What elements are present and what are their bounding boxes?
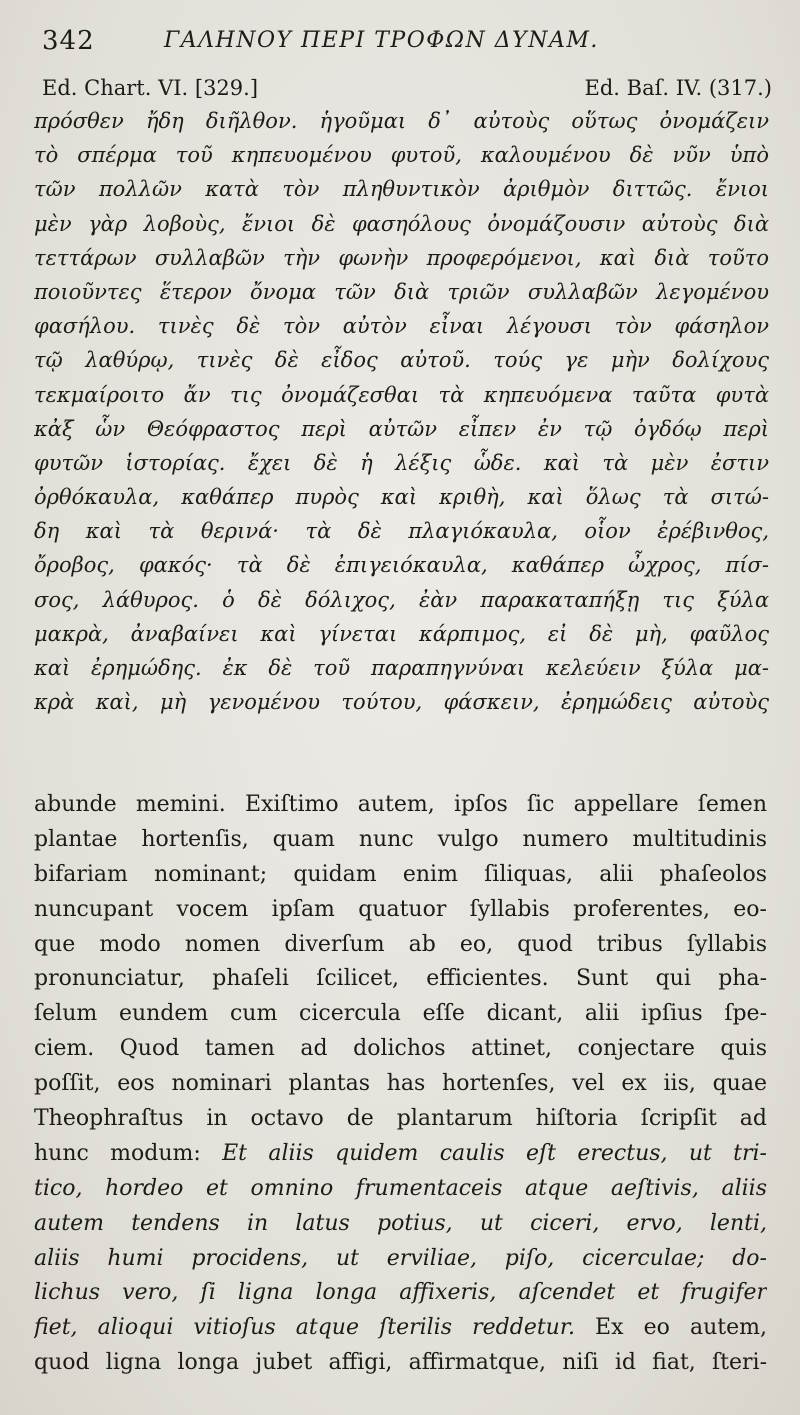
latin-text-line (34, 1242, 767, 1277)
latin-text-line (34, 893, 767, 928)
latin-text-line (34, 1032, 767, 1067)
latin-quotation-segment: fiet, alioqui vitioſus atque ſterilis reddetur. (34, 1315, 575, 1341)
latin-quotation-segment: lichus vero, ſi ligna longa affixeris, aſcendet et frugifer (34, 1280, 767, 1306)
latin-quotation-segment: autem tendens in latus potius, ut ciceri, ervo, lenti, (34, 1210, 767, 1236)
latin-text-line (34, 788, 767, 823)
greek-text-line: κρὰ καὶ, μὴ γενομένου τούτου, φάσκειν, ἐρημώδεις αὐτοὺς (34, 690, 769, 715)
latin-text-line (34, 1276, 767, 1311)
greek-text-line: τὸ σπέρμα τοῦ κηπευομένου φυτοῦ, καλουμένου δὲ νῦν ὑπὸ (34, 143, 769, 168)
latin-text-line (34, 928, 767, 963)
latin-text-line (34, 1102, 767, 1137)
greek-text-line: δη καὶ τὰ θερινά· τὰ δὲ πλαγιόκαυλα, οἷον ἐρέβινθος, (34, 519, 769, 544)
latin-text-line (34, 1207, 767, 1242)
latin-text-line (34, 1311, 767, 1346)
edition-reference-chartier: Ed. Chart. VI. [329.] (42, 76, 259, 100)
latin-text-line (34, 997, 767, 1032)
latin-text-line (34, 1346, 767, 1381)
latin-roman-segment: plantae hortenſis, quam nunc vulgo numero multitudinis (34, 826, 767, 852)
running-title: ΓΑΛΗΝΟΥ ΠΕΡΙ ΤΡΟΦΩΝ ΔΥΝΑΜ. (164, 28, 599, 53)
edition-reference-line (42, 76, 772, 106)
latin-roman-segment: ciem. Quod tamen ad dolichos attinet, conjectare quis (34, 1036, 767, 1062)
greek-text-line: μακρὰ, ἀναβαίνει καὶ γίνεται κάρπιμος, εἰ δὲ μὴ, φαῦλος (34, 621, 769, 646)
page-header (42, 22, 772, 62)
greek-text-line: ποιοῦντες ἕτερον ὄνομα τῶν διὰ τριῶν συλλαβῶν λεγομένου (34, 279, 769, 304)
latin-quotation-segment: Et aliis quidem caulis eſt erectus, ut tri- (222, 1140, 767, 1166)
greek-text-line: σος, λάθυρος. ὁ δὲ δόλιχος, ἐὰν παρακαταπήξῃ τις ξύλα (34, 587, 769, 612)
greek-text-line: τῷ λαθύρῳ, τινὲς δὲ εἶδος αὐτοῦ. τούς γε μὴν δολίχους (34, 348, 769, 373)
latin-text-line (34, 962, 767, 997)
latin-roman-segment: quod ligna longa jubet affigi, affirmatque, niſi id fiat, ſteri- (34, 1350, 767, 1376)
edition-reference-basel: Ed. Baſ. IV. (317.) (584, 76, 772, 100)
latin-roman-segment: Theophraſtus in octavo de plantarum hiſtoria ſcripſit ad (34, 1106, 767, 1132)
latin-text-line (34, 1067, 767, 1102)
greek-text-line: ὄροβος, φακός· τὰ δὲ ἐπιγειόκαυλα, καθάπερ ὦχρος, πίσ- (34, 553, 769, 578)
greek-text-line: κἀξ ὧν Θεόφραστος περὶ αὐτῶν εἶπεν ἐν τῷ ὀγδόῳ περὶ (34, 416, 769, 441)
latin-roman-segment: ſelum eundem cum cicercula eſſe dicant, alii ipſius ſpe- (34, 1001, 767, 1027)
latin-roman-segment: abunde memini. Exiſtimo autem, ipſos ſic appellare ſemen (34, 792, 767, 817)
latin-roman-segment: Ex eo autem, (574, 1315, 767, 1341)
greek-text-line: τῶν πολλῶν κατὰ τὸν πληθυντικὸν ἀριθμὸν διττῶς. ἔνιοι (34, 177, 769, 202)
latin-roman-segment: bifariam nominant; quidam enim ſiliquas, alii phaſeolos (34, 861, 767, 887)
latin-roman-segment: nuncupant vocem ipſam quatuor ſyllabis proferentes, eo- (34, 896, 767, 922)
greek-text-line: τεκμαίροιτο ἄν τις ὀνομάζεσθαι τὰ κηπευόμενα ταῦτα φυτὰ (34, 382, 769, 407)
greek-text-line: φασήλου. τινὲς δὲ τὸν αὐτὸν εἶναι λέγουσι τὸν φάσηλον (34, 314, 769, 339)
latin-roman-segment: pronunciatur, phaſeli ſcilicet, efficientes. Sunt qui pha- (34, 966, 767, 992)
latin-quotation-segment: aliis humi procidens, ut erviliae, piſo, cicerculae; do- (34, 1245, 767, 1271)
greek-text-line: τεττάρων συλλαβῶν τὴν φωνὴν προφερόμενοι, καὶ διὰ τοῦτο (34, 245, 769, 270)
latin-roman-segment: que modo nomen diverſum ab eo, quod tribus ſyllabis (34, 931, 767, 957)
latin-roman-segment: poſſit, eos nominari plantas has hortenſes, vel ex iis, quae (34, 1071, 767, 1097)
greek-text-block (34, 104, 769, 719)
latin-quotation-segment: tico, hordeo et omnino frumentaceis atque aeſtivis, aliis (34, 1175, 767, 1201)
greek-text-line: καὶ ἐρημώδης. ἐκ δὲ τοῦ παραπηγνύναι κελεύειν ξύλα μα- (34, 656, 769, 680)
latin-text-line (34, 1172, 767, 1207)
latin-text-line (34, 1137, 767, 1172)
latin-text-line (34, 823, 767, 858)
greek-text-line: φυτῶν ἱστορίας. ἔχει δὲ ἡ λέξις ὧδε. καὶ τὰ μὲν ἐστιν (34, 450, 769, 475)
latin-text-block (34, 788, 767, 1381)
latin-roman-segment: hunc modum: (34, 1140, 223, 1166)
latin-text-line (34, 858, 767, 893)
greek-text-line: ὀρθόκαυλα, καθάπερ πυρὸς καὶ κριθὴ, καὶ ὅλως τὰ σιτώ- (34, 485, 769, 510)
greek-text-line: πρόσθεν ἤδη διῆλθον. ἡγοῦμαι δ᾽ αὐτοὺς οὕτως ὀνομάζειν (34, 109, 769, 133)
page-number: 342 (42, 26, 95, 56)
greek-text-line: μὲν γὰρ λοβοὺς, ἔνιοι δὲ φασηόλους ὀνομάζουσιν αὐτοὺς διὰ (34, 211, 769, 236)
